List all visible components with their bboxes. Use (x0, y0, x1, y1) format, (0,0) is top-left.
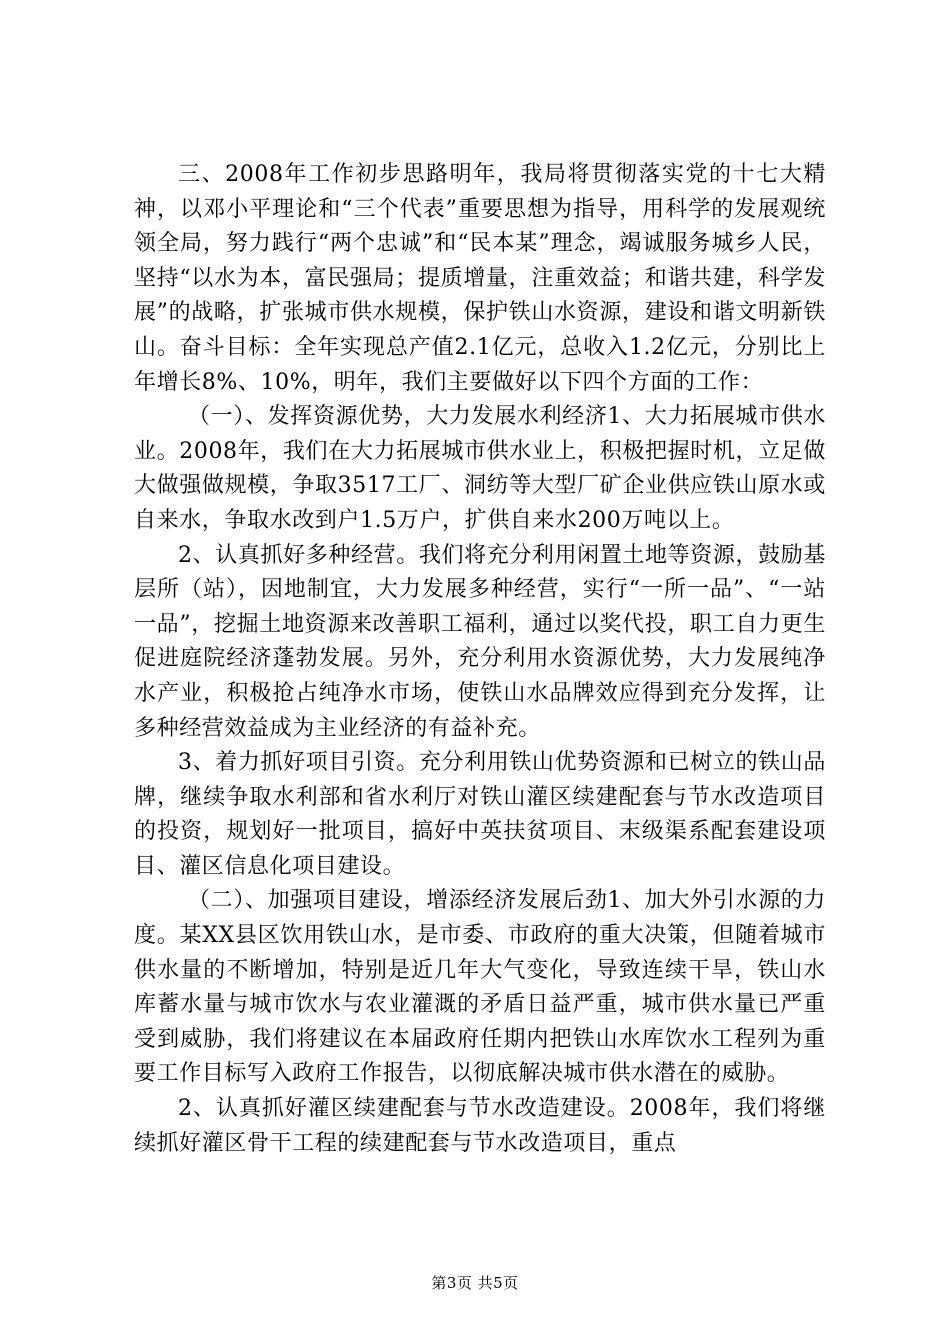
paragraph-project-investment: 3、着力抓好项目引资。充分利用铁山优势资源和已树立的铁山品牌，继续争取水利部和省水利厅对铁山灌区续建配套与节水改造项目的投资，规划好一批项目，搞好中英扶贫项目、末级渠系配套建设项目、灌区信息化项目建设。 (134, 750, 826, 879)
paragraph-work-plan-intro: 三、2008年工作初步思路明年，我局将贯彻落实党的十七大精神，以邓小平理论和“三个代表”重要思想为指导，用科学的发展观统领全局，努力践行“两个忠诚”和“民本某”理念，竭诚服务城乡人民，坚持“以水为本，富民强局；提质增量，注重效益；和谐共建，科学发展”的战略，扩张城市供水规模，保护铁山水资源，建设和谐文明新铁山。奋斗目标：全年实现总产值2.1亿元，总收入1.2亿元，分别比上年增长8%、10%，明年，我们主要做好以下四个方面的工作： (134, 162, 826, 395)
paragraph-diversified-operations: 2、认真抓好多种经营。我们将充分利用闲置土地等资源，鼓励基层所（站），因地制宜，大力发展多种经营，实行“一所一品”、“一站一品”，挖掘土地资源来改善职工福利，通过以奖代投，职工自力更生促进庭院经济蓬勃发展。另外，充分利用水资源优势，大力发展纯净水产业，积极抢占纯净水市场，使铁山水品牌效应得到充分发挥，让多种经营效益成为主业经济的有益补充。 (134, 542, 826, 741)
paragraph-irrigation-renovation: 2、认真抓好灌区续建配套与节水改造建设。2008年，我们将继续抓好灌区骨干工程的续建配套与节水改造项目，重点 (134, 1096, 826, 1156)
page-footer: 第3页 共5页 (431, 1274, 519, 1292)
paragraph-section-one: （一）、发挥资源优势，大力发展水利经济1、大力拓展城市供水业。2008年，我们在大力拓展城市供水业上，积极把握时机，立足做大做强做规模，争取3517工厂、洞纺等大型厂矿企业供应铁山原水或自来水，争取水改到户1.5万户，扩供自来水200万吨以上。 (134, 404, 826, 533)
paragraph-section-two: （二）、加强项目建设，增添经济发展后劲1、加大外引水源的力度。某XX县区饮用铁山水，是市委、市政府的重大决策，但随着城市供水量的不断增加，特别是近几年大气变化，导致连续干旱，铁山水库蓄水量与城市饮水与农业灌溉的矛盾日益严重，城市供水量已严重受到威胁，我们将建议在本届政府任期内把铁山水库饮水工程列为重要工作目标写入政府工作报告，以彻底解决城市供水潜在的威胁。 (134, 888, 826, 1087)
document-body (134, 158, 826, 1161)
